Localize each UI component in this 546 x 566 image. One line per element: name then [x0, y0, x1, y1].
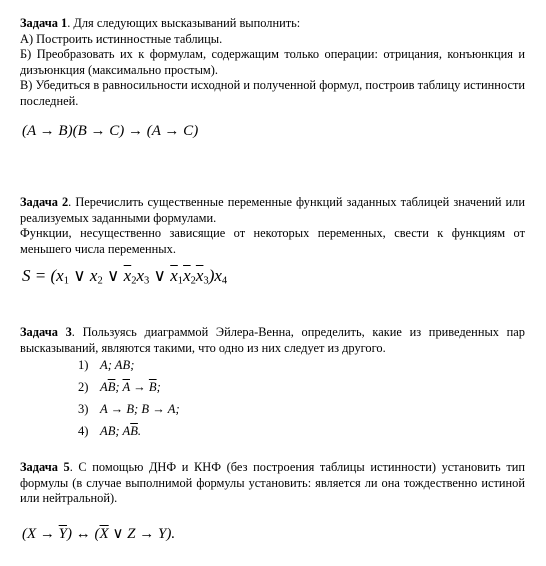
task1-block — [20, 16, 525, 109]
task5-formula: $(X \to \overline{Y})$ ↔ ($\overline{X}$ ∨ Z → Y). — [22, 526, 176, 542]
task2-paragraph: Функции, несущественно зависящие от некоторых переменных, свести к функциям от меньшего числа переменных. — [20, 226, 525, 256]
task5-title: Задача 5 — [20, 460, 70, 474]
task3-list-item: 4) AB; $A\overline{B}$. — [78, 424, 142, 438]
task3-block — [20, 325, 525, 356]
task3-list-item: 1) A; AB; — [78, 358, 135, 372]
task2-block — [20, 195, 525, 257]
task1-intro: . Для следующих высказываний выполнить: — [67, 16, 301, 30]
list-item-number: 1) — [78, 358, 89, 372]
task1-title: Задача 1 — [20, 16, 68, 30]
task3-list-item: 3) A → B; B → A; — [78, 402, 180, 416]
task5-intro: . С помощью ДНФ и КНФ (без построения таблицы истинности) установить тип формулы (в случае выполнимой формулы установить: является ли она тождественно истиной или нейтральной). — [20, 460, 525, 505]
task2-title: Задача 2 — [20, 195, 69, 209]
task2-intro: . Перечислить существенные переменные функций заданных таблицей значений или реализуемых заданными формулами. — [20, 195, 525, 225]
task3-title: Задача 3 — [20, 325, 72, 339]
task1-item-c: В) Убедиться в равносильности исходной и полученной формул, построив таблицу истинности последней. — [20, 78, 525, 108]
task2-formula: $S = (x_1$ ∨ $x_2$ ∨ $\overline{x}_2x_3$ ∨ $\overline{x}_1\overline{x}_2\overline{x}_3)x_4$ — [22, 266, 228, 287]
task3-list-item: 2) $A\overline{B}$; $\overline{A} \to \overline{B}$; — [78, 380, 161, 394]
list-item-number: 2) — [78, 380, 89, 394]
list-item-number: 4) — [78, 424, 89, 438]
list-item-number: 3) — [78, 402, 89, 416]
task1-item-b: Б) Преобразовать их к формулам, содержащим только операции: отрицания, конъюнкция и дизъюнкция (максимально простым). — [20, 47, 525, 77]
task5-block — [20, 460, 525, 507]
task1-item-a: А) Построить истинностные таблицы. — [20, 31, 223, 46]
task3-intro: . Пользуясь диаграммой Эйлера-Венна, определить, какие из приведенных пар высказываний, являются такими, что одно из них следует из другого. — [20, 325, 525, 355]
task1-formula: (A → B)(B → C) → (A → C) — [22, 123, 199, 139]
